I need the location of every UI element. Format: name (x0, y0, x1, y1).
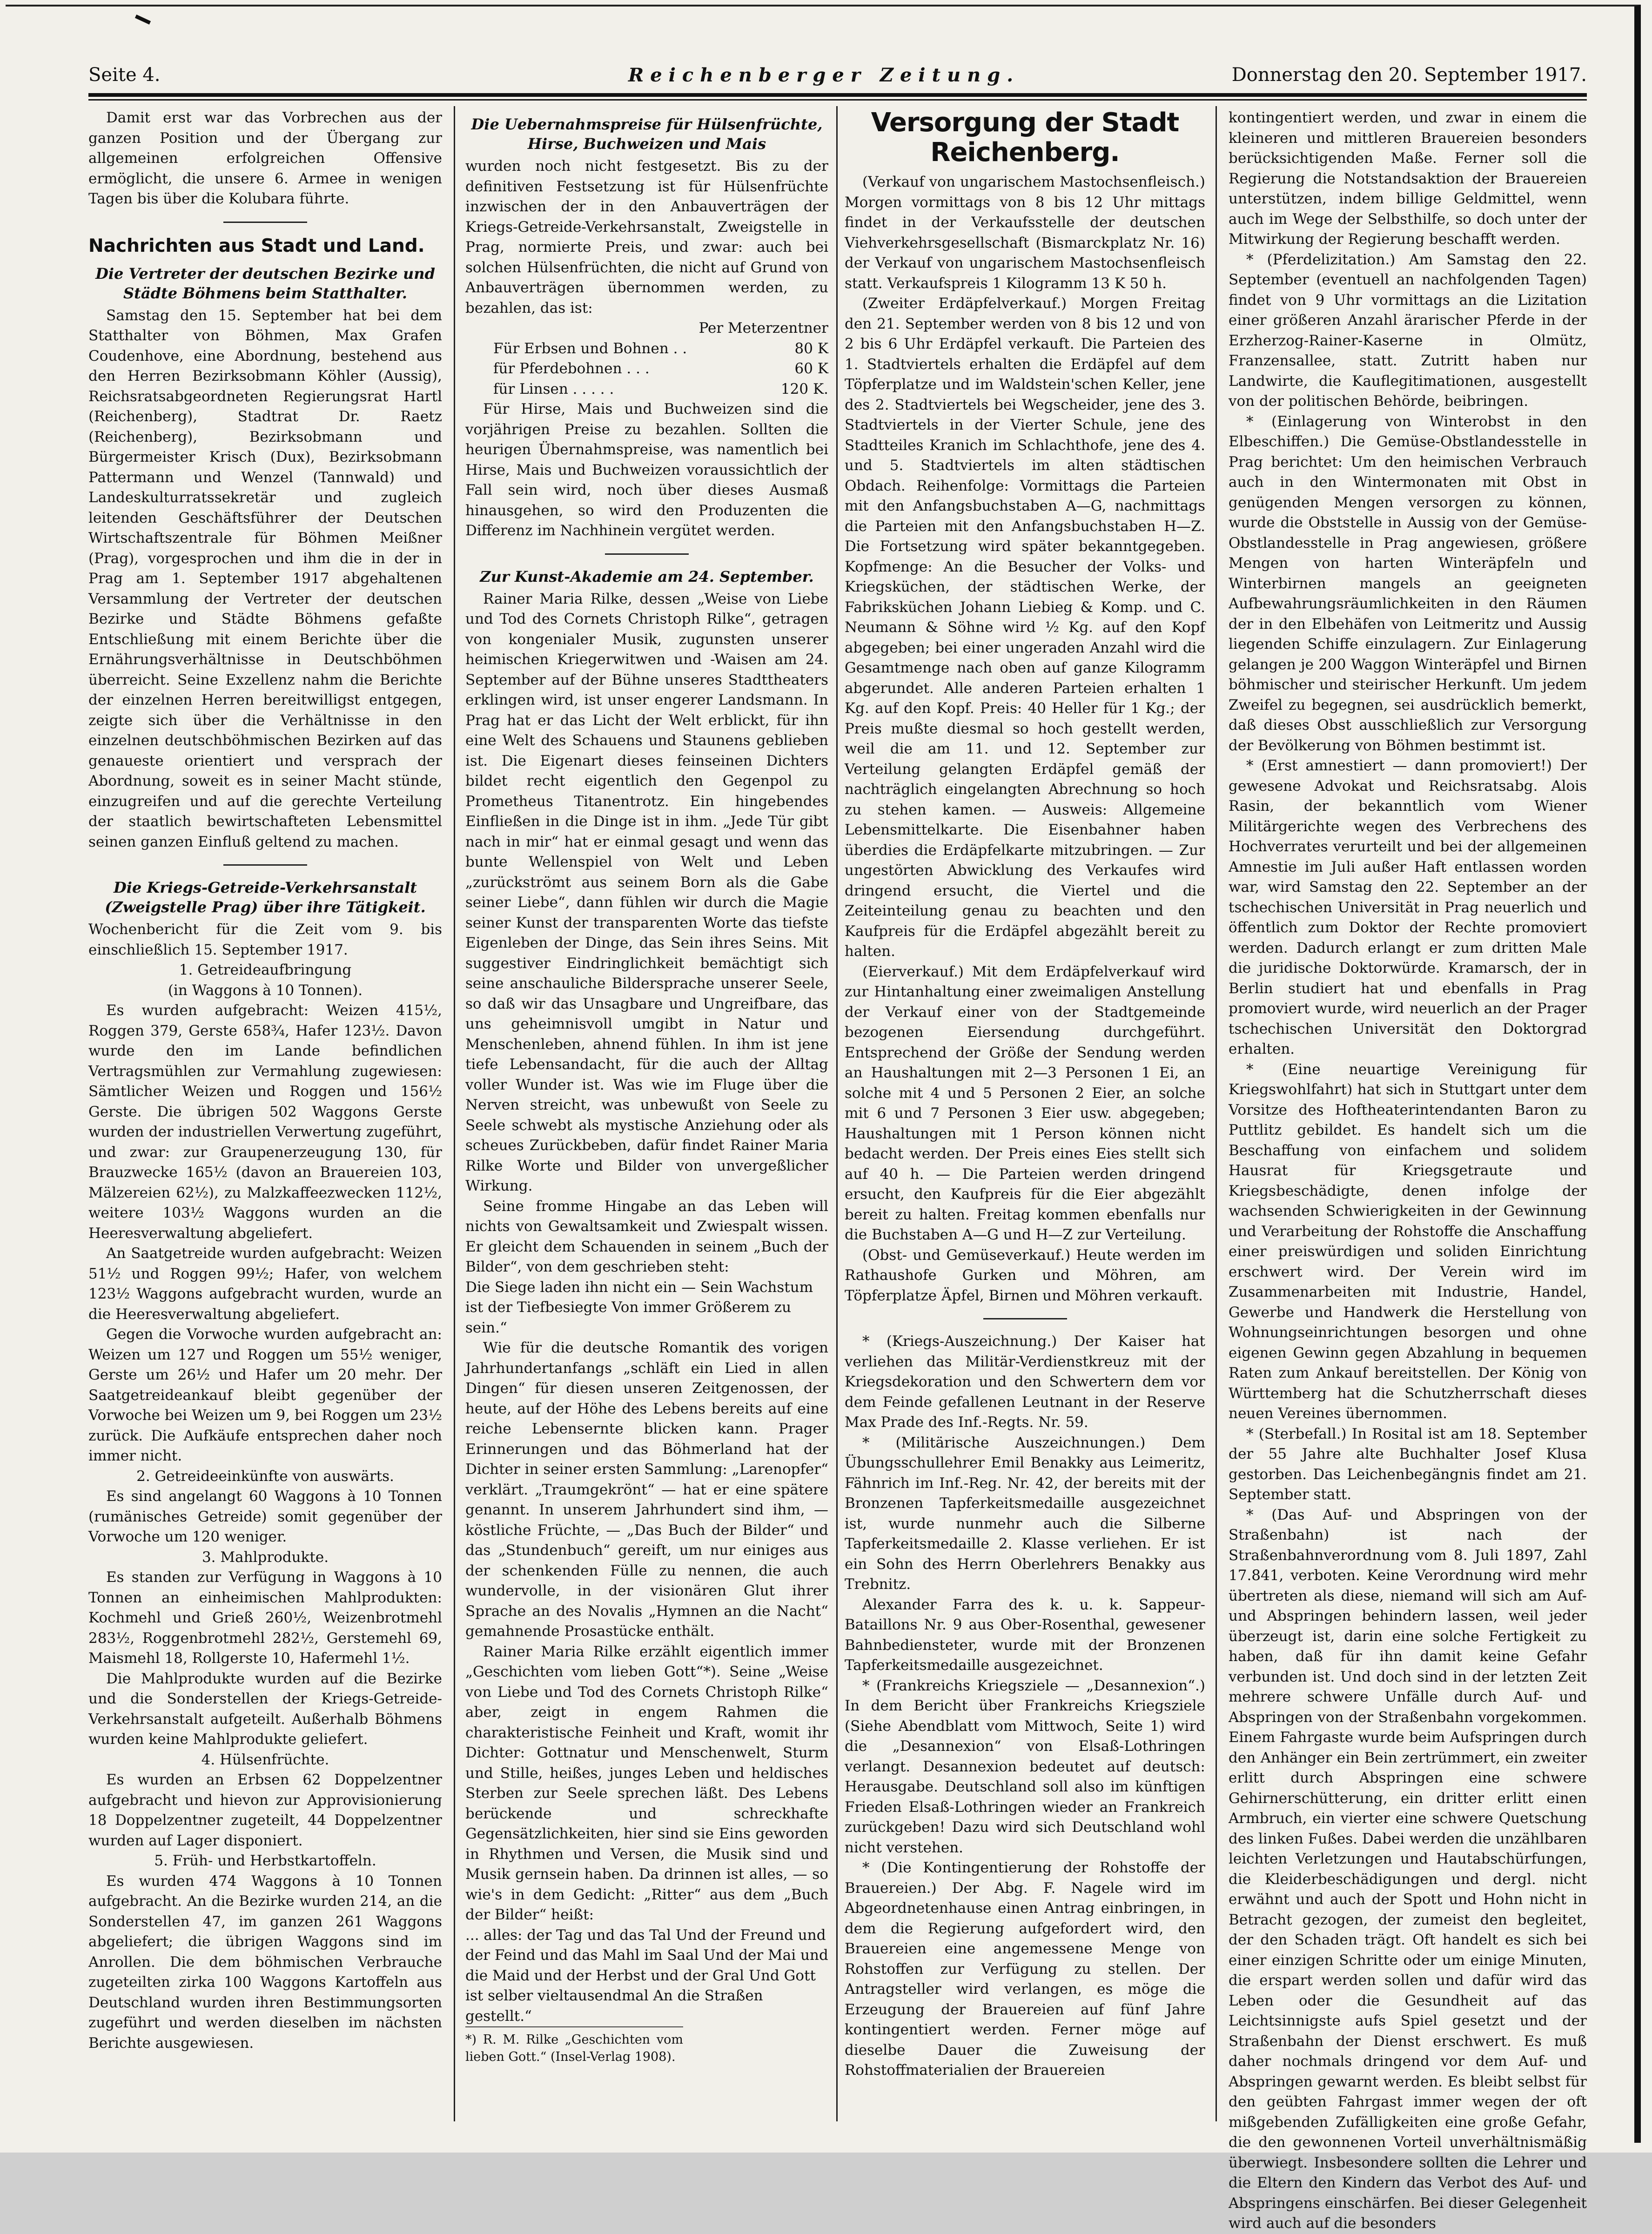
subheading: 1. Getreideaufbringung (179, 962, 352, 978)
price-value: 80 K (794, 340, 828, 357)
paragraph: Samstag den 15. September hat bei dem Statthalter von Böhmen, Max Grafen Coudenhove, eine Abordnung, bestehend aus den Herren Bezirksobmann Köhler (Aussig), Reichsratsabgeordneten Regierungsrat Hartl (Reichenberg), Stadtrat Dr. Raetz (Reichenberg), Bezirksobmann und Bürgermeister Krisch (Dux), Bezirksobmann Pattermann und Wenzel (Tannwald) und Landeskulturratssekretär und zugleich leitenden Geschäftsführer der Deutschen Wirtschaftszentrale für Böhmen Meißner (Prag), vorgesprochen und ihm die in der in Prag am 1. September 1917 abgehaltenen Versammlung der Vertreter der deutschen Bezirke und Städte Böhmens gefaßte Entschließung mit einem Berichte über die Ernährungsverhältnisse in Deutschböhmen überreicht. Seine Exzellenz nahm die Berichte der einzelnen Herren bereitwilligst entgegen, zeigte sich über die Verhältnisse in den einzelnen deutschböhmischen Bezirken auf das genaueste orientiert und versprach der Abordnung, soweit es in seiner Macht stünde, einzugreifen und auf die gerechte Verteilung der staatlich bewirtschafteten Lebensmittel seinen ganzen Einfluß geltend zu machen. (88, 307, 442, 850)
paragraph: Es wurden an Erbsen 62 Doppelzentner aufgebracht und hievon zur Approvisionierung 18 Doppelzentner zugeteilt, 44 Doppelzentner wurden auf Lager disponiert. (88, 1771, 442, 1849)
article-title: Die Vertreter der deutschen Bezirke und Städte Böhmens beim Statthalter. (95, 264, 435, 302)
article-title: Die Uebernahmspreise für Hülsenfrüchte, Hirse, Buchweizen und Mais (471, 115, 823, 153)
price-table-header: Per Meterzentner (698, 320, 828, 336)
price-item: Für Erbsen und Bohnen . . (493, 340, 687, 357)
subheading: 5. Früh- und Herbstkartoffeln. (154, 1852, 376, 1869)
paragraph: Alexander Farra des k. u. k. Sappeur-Bataillons Nr. 9 aus Ober-Rosenthal, gewesener Bahnbediensteter, wurde mit der Bronzenen Tapferkeitsmedaille ausgezeichnet. (845, 1596, 1205, 1674)
paragraph: (Zweiter Erdäpfelverkauf.) Morgen Freitag den 21. September werden von 8 bis 12 und von 2 bis 6 Uhr Erdäpfel verkauft. Die Parteien des 1. Stadtviertels erhalten die Erdäpfel auf dem Töpferplatze und im Waldstein'schen Keller, jene des 2. Stadtviertels bei Wegscheider, jene des 3. Stadtviertels in der Vierter Schule, jene des Stadtteiles Kranich im Schlachthofe, jene des 4. und 5. Stadtviertels im alten städtischen Obdach. Reihenfolge: Vormittags die Parteien mit den Anfangsbuchstaben A—G, nachmittags die Parteien mit den Anfangsbuchstaben H—Z. Die Fortsetzung wird später bekanntgegeben. Kopfmenge: An die Besucher der Volks- und Kriegsküchen, der städtischen Werke, der Fabriksküchen Johann Liebieg & Komp. und C. Neumann & Söhne wird ½ Kg. auf den Kopf abgegeben; bei einer ungeraden Anzahl wird die Gesamtmenge nach oben auf ganze Kilogramm abgerundet. Alle anderen Parteien erhalten 1 Kg. auf den Kopf. Preis: 40 Heller für 1 Kg.; der Preis mußte diesmal so hoch gestellt werden, weil die am 11. und 12. September zur Verteilung gelangten Erdäpfel gemäß der nachträglich eingelangten Abrechnung so hoch zu stehen kamen. — Ausweis: Allgemeine Lebensmittelkarte. Die Eisenbahner haben überdies die Erdäpfelkarte mitzubringen. — Zur ungestörten Abwicklung des Verkaufes wird dringend ersucht, die Viertel und die Zeiteinteilung genau zu beachten und den Kaufpreis für die Erdäpfel abgezählt bereit zu halten. (845, 295, 1205, 960)
table-row (465, 379, 828, 400)
article-title: Zur Kunst-Akademie am 24. September. (480, 567, 814, 585)
column-1 (88, 108, 442, 2119)
table-row (465, 359, 828, 379)
paragraph: An Saatgetreide wurden aufgebracht: Weizen 51½ und Roggen 99½; Hafer, von welchem 123½ Waggons aufgebracht wurden, wurde an die Heeresverwaltung abgeliefert. (88, 1245, 442, 1323)
section-title: Nachrichten aus Stadt und Land. (88, 235, 425, 256)
separator-rule (605, 553, 689, 555)
price-value: 120 K. (780, 380, 828, 397)
price-item: für Linsen . . . . . (493, 380, 614, 397)
paragraph: Gegen die Vorwoche wurden aufgebracht an: Weizen um 127 und Roggen um 55½ weniger, Gerste um 26½ und Hafer um 20 mehr. Der Saatgetreideankauf bleibt gegenüber der Vorwoche bei Weizen um 9, bei Roggen um 23½ zurück. Die Aufkäufe entsprechen daher noch immer nicht. (88, 1326, 442, 1464)
column-divider (836, 106, 838, 2121)
paragraph: Für Hirse, Mais und Buchweizen sind die vorjährigen Preise zu bezahlen. Sollten die heurigen Übernahmspreise, was namentlich bei Hirse, Mais und Buchweizen voraussichtlich der Fall sein wird, noch über dieses Ausmaß hinausgehen, so wird den Produzenten die Differenz im Nachhinein vergütet werden. (465, 401, 828, 539)
verse-quote: Die Siege laden ihn nicht ein — Sein Wachstum ist der Tiefbesiegte Von immer Größerem zu sein.“ (465, 1278, 813, 1336)
paragraph: Rainer Maria Rilke, dessen „Weise von Liebe und Tod des Cornets Christoph Rilke“, getragen von kongenialer Musik, zugunsten unserer heimischen Kriegerwitwen und -Waisen am 24. September auf der Bühne unseres Stadttheaters erklingen wird, ist unser engerer Landsmann. In Prag hat er das Licht der Welt erblickt, für ihn eine Welt des Schauens und Staunens geblieben ist. Die Eigenart dieses feinseinen Dichters bildet recht eigentlich den Gegenpol zu Prometheus Titanentrotz. Ein hingebendes Einfließen in die Dinge ist in ihm. „Jede Tür gibt nach in mir“ hat er einmal gesagt und wenn das bunte Wellenspiel von Welt und Leben „zurückströmt aus seinem Born als die Gabe seiner Liebe“, dann fühlen wir durch die Magie seiner Kunst der transparenten Worte das tiefste Eigenleben der Dinge, das Sein ihres Seins. Mit suggestiver Eindringlichkeit bemächtigt sich seine anschauliche Bildersprache unserer Seele, so daß wir das Unsagbare und Ungreifbare, das uns geheimnisvoll umgibt in Natur und Menschenleben, ahnend fühlen. In ihm ist jene tiefe Lebensandacht, für die auch der Alltag voller Wunder ist. Was wie im Fluge über die Nerven streicht, was unbewußt von Seele zu Seele schwebt als mystische Anziehung oder als scheues Zurückbeben, dafür findet Rainer Maria Rilke Worte und Bilder von unvergeßlicher Wirkung. (465, 590, 828, 1194)
paragraph: Es standen zur Verfügung in Waggons à 10 Tonnen an einheimischen Mahlprodukten: Kochmehl und Grieß 260½, Weizenbrotmehl 283½, Roggenbrotmehl 282½, Gerstemehl 69, Maismehl 18, Rollgerste 10, Hafermehl 1½. (88, 1569, 442, 1667)
paragraph: Es wurden 474 Waggons à 10 Tonnen aufgebracht. An die Bezirke wurden 214, an die Sonderstellen 47, im ganzen 261 Waggons abgeliefert; die übrigen Waggons sind im Anrollen. Die dem böhmischen Verbrauche zugeteilten zirka 100 Waggons Kartoffeln aus Deutschland wurden ihren Bestimmungsorten zugeführt und werden dieselben im nächsten Berichte ausgewiesen. (88, 1872, 442, 2052)
subheading: 4. Hülsenfrüchte. (201, 1751, 329, 1768)
separator-rule (223, 864, 307, 866)
header-rule (88, 93, 1587, 97)
paragraph: Damit erst war das Vorbrechen aus der ganzen Position und der Übergang zur allgemeinen erfolgreichen Offensive ermöglicht, die unsere 6. Armee in wenigen Tagen bis über die Kolubara führte. (88, 109, 442, 207)
subheading: 2. Getreideeinkünfte von auswärts. (136, 1467, 394, 1485)
paragraph: * (Einlagerung von Winterobst in den Elbeschiffen.) Die Gemüse-Obstlandesstelle in Prag berichtet: Um den heimischen Verbrauch auch in den Wintermonaten mit Obst in genügenden Mengen versorgen zu können, wurde die Obststelle in Aussig von der Gemüse-Obstlandesstelle in Prag angewiesen, größere Mengen von harten Winteräpfeln und Winterbirnen mangels an geeigneten Aufbewahrungsräumlichkeiten in den Räumen der in den Elbehäfen von Leitmeritz und Aussig liegenden Schiffe einzulagern. Zur Einlagerung gelangen je 200 Waggon Winteräpfel und Birnen böhmischer und steirischer Herkunft. Um jedem Zweifel zu begegnen, sei ausdrücklich bemerkt, daß dieses Obst ausschließlich zur Versorgung der Bevölkerung von Böhmen bestimmt ist. (1229, 413, 1587, 754)
separator-rule (223, 222, 307, 223)
paragraph: * (Die Kontingentierung der Rohstoffe der Brauereien.) Der Abg. F. Nagele wird im Abgeordnetenhause einen Antrag einbringen, in dem die Regierung aufgefordert wird, den Brauereien eine angemessene Menge von Rohstoffen zur Verfügung zu stellen. Der Antragsteller wird verlangen, es möge die Erzeugung der Brauereien auf fünf Jahre kontingentiert werden. Ferner möge auf dieselbe Dauer die Zuweisung der Rohstoffmaterialien der Brauereien (845, 1859, 1205, 2079)
paragraph: * (Eine neuartige Vereinigung für Kriegswohlfahrt) hat sich in Stuttgart unter dem Vorsitze des Hoftheaterintendanten Baron zu Puttlitz gebildet. Es handelt sich um die Beschaffung von einfachem und solidem Hausrat für Kriegsgetraute und Kriegsbeschädigte, denen infolge der wachsenden Schwierigkeiten in der Gewinnung und Verarbeitung der Rohstoffe die Anschaffung einer preiswürdigen und soliden Einrichtung erschwert wird. Der Verein wird im Zusammenarbeiten mit Industrie, Handel, Gewerbe und Handwerk die Herstellung von Wohnungseinrichtungen besorgen und ohne eigenen Gewinn gegen Abzahlung in bequemen Raten zum Ankauf bereitstellen. Der König von Württemberg hat die Schutzherrschaft dieses neuen Vereines übernommen. (1229, 1061, 1587, 1422)
paragraph: Es wurden aufgebracht: Weizen 415½, Roggen 379, Gerste 658¾, Hafer 123½. Davon wurde den im Lande befindlichen Vertragsmühlen zur Vermahlung zugewiesen: Sämtlicher Weizen und Roggen und 156½ Gerste. Die übrigen 502 Waggons Gerste wurden der industriellen Verwertung zugeführt, und zwar: zur Graupenerzeugung 130, für Brauzwecke 165½ (davon an Brauereien 103, Mälzereien 62½), zu Malzkaffeezwecken 112½, weitere 103½ Waggons wurden an die Heeresverwaltung abgeliefert. (88, 1002, 442, 1242)
paragraph: (Eierverkauf.) Mit dem Erdäpfelverkauf wird zur Hintanhaltung einer zweimaligen Anstellung der Verkauf einer von der Stadtgemeinde bezogenen Eiersendung durchgeführt. Entsprechend der Größe der Sendung werden an Haushaltungen mit 2—3 Personen 1 Ei, an solche mit 4 und 5 Personen 2 Eier, an solche mit 6 und 7 Personen 3 Eier usw. abgegeben; Haushaltungen mit 1 Person können nicht bedacht werden. Der Preis eines Eies stellt sich auf 40 h. — Die Parteien werden dringend ersucht, den Kaufpreis für die Eier abgezählt bereit zu halten. Freitag kommen ebenfalls nur die Buchstaben A—G und H—Z zur Verteilung. (845, 963, 1205, 1243)
column-2 (465, 108, 828, 2119)
subheading: 3. Mahlprodukte. (201, 1548, 329, 1566)
paragraph: Seine fromme Hingabe an das Leben will nichts von Gewaltsamkeit und Zwiespalt wissen. Er gleicht dem Schauenden in seinem „Buch der Bilder“, von dem geschrieben steht: (465, 1198, 828, 1275)
paragraph: * (Das Auf- und Abspringen von der Straßenbahn) ist nach der Straßenbahnverordnung vom 8. Juli 1897, Zahl 17.841, verboten. Keine Verordnung wird mehr übertreten als diese, niemand will sich am Auf- und Abspringen behindern lassen, weil jeder überzeugt ist, darin eine solche Fertigkeit zu haben, daß für ihn damit keine Gefahr verbunden ist. Und doch sind in der letzten Zeit mehrere schwere Unfälle durch Auf- und Abspringen von der Straßenbahn vorgekommen. Einem Fahrgaste wurde beim Aufspringen durch den Anhänger ein Bein zertrümmert, ein zweiter erlitt durch Abspringen eine schwere Gehirnerschütterung, ein dritter erlitt einen Armbruch, ein vierter eine schwere Quetschung des linken Fußes. Dabei werden die unzählbaren leichten Verletzungen und Hautabschürfungen, die Kleiderbeschädigungen und dergl. nicht erwähnt und auch der Spott und Hohn nicht in Betracht gezogen, der zumeist den begleitet, der den Schaden trägt. Oft handelt es sich bei einer einzigen Schritte oder um einige Minuten, die erspart werden sollen und dafür wird das Leben oder die Gesundheit auf das Leichtsinnigste aufs Spiel gesetzt und der Straßenbahn der Dienst erschwert. Es muß daher nochmals dringend vor dem Auf- und Abspringen gewarnt werden. Es bleibt selbst für den geübten Fahrgast immer wegen der oft mißgebenden Zufälligkeiten eine große Gefahr, die den gewonnenen Vorteil unverhältnismäßig überwiegt. Insbesondere sollten die Lehrer und die Eltern den Kindern das Verbot des Auf- und Abspringens einschärfen. Bei dieser Gelegenheit wird auch auf die besonders (1229, 1506, 1587, 2232)
price-value: 60 K (794, 360, 828, 377)
footnote: *) R. M. Rilke „Geschichten vom lieben Gott.“ (Insel-Verlag 1908). (465, 2026, 683, 2066)
column-divider (454, 106, 455, 2121)
paragraph: Wochenbericht für die Zeit vom 9. bis einschließlich 15. September 1917. (88, 921, 442, 958)
paragraph: kontingentiert werden, und zwar in einem die kleineren und mittleren Brauereien besonders berücksichtigenden Maße. Ferner soll die Regierung die Notstandsaktion der Brauereien unterstützen, indem billige Geldmittel, wenn auch im Wege der Selbsthilfe, so doch unter der Mitwirkung der Regierung beschafft werden. (1229, 109, 1587, 248)
paragraph: * (Militärische Auszeichnungen.) Dem Übungsschullehrer Emil Benakky aus Leimeritz, Fähnrich im Inf.-Reg. Nr. 42, der bereits mit der Bronzenen Tapferkeitsmedaille ausgezeichnet ist, wurde nunmehr auch die Silberne Tapferkeitsmedaille 2. Klasse verliehen. Er ist ein Sohn des Herrn Oberlehrers Benakky aus Trebnitz. (845, 1434, 1205, 1593)
paragraph: wurden noch nicht festgesetzt. Bis zu der definitiven Festsetzung ist für Hülsenfrüchte inzwischen der in den Anbauverträgen der Kriegs-Getreide-Verkehrsanstalt, Zweigstelle in Prag, normierte Preis, und zwar: auch bei solchen Hülsenfrüchten, die nicht auf Grund von Anbauverträgen übernommen werden, zu bezahlen, das ist: (465, 158, 828, 316)
paragraph: * (Pferdelizitation.) Am Samstag den 22. September (eventuell an nachfolgenden Tagen) findet von 9 Uhr vormittags an die Lizitation einer größeren Anzahl ärarischer Pferde in der Erzherzog-Rainer-Kaserne in Olmütz, Franzensallee, statt. Zutritt haben nur Landwirte, die Kauflegitimationen, ausgestellt von der politischen Behörde, beibringen. (1229, 251, 1587, 410)
date-line: Donnerstag den 20. September 1917. (1231, 64, 1587, 86)
verse-quote: ... alles: der Tag und das Tal Und der Freund und der Feind und das Mahl im Saal Und der Mai und die Maid und der Herbst und der Gral Und Gott ist selber vieltausendmal An die Straßen gestellt.“ (465, 1926, 828, 2025)
paragraph: * (Erst amnestiert — dann promoviert!) Der gewesene Advokat und Reichsratsabg. Alois Rasin, der bekanntlich vom Wiener Militärgerichte wegen des Verbrechens des Hochverrates verurteilt und bei der allgemeinen Amnestie im Juli außer Haft entlassen worden war, wird Samstag den 22. September an der tschechischen Universität in Prag neuerlich und öffentlich zum Doktor der Rechte promoviert werden. Dadurch erlangt er zum dritten Male die juridische Doktorwürde. Kramarsch, der in Berlin studiert hat und ebenfalls in Prag promoviert wurde, wird neuerlich an der Prager tschechischen Universität den Doktorgrad erhalten. (1229, 757, 1587, 1057)
paragraph: (Verkauf von ungarischem Mastochsenfleisch.) Morgen vormittags von 8 bis 12 Uhr mittags findet in der Verkaufsstelle der deutschen Viehverkehrsgesellschaft (Bismarckplatz Nr. 16) der Verkauf von ungarischem Mastochsenfleisch statt. Verkaufspreis 1 Kilogramm 13 K 50 h. (845, 174, 1205, 292)
paragraph: Die Mahlprodukte wurden auf die Bezirke und die Sonderstellen der Kriegs-Getreide-Verkehrsanstalt aufgeteilt. Außerhalb Böhmens wurden keine Mahlprodukte geliefert. (88, 1670, 442, 1748)
masthead: Reichenberger Zeitung. (628, 64, 1020, 86)
column-4 (1229, 108, 1587, 2232)
article-title: Die Kriegs-Getreide-Verkehrsanstalt (Zweigstelle Prag) über ihre Tätigkeit. (105, 879, 426, 916)
paragraph: (Obst- und Gemüseverkauf.) Heute werden im Rathaushofe Gurken und Möhren, am Töpferplatze Äpfel, Birnen und Möhren verkauft. (845, 1246, 1205, 1304)
table-row (465, 339, 828, 359)
separator-rule (983, 1318, 1067, 1319)
page-number: Seite 4. (88, 64, 161, 86)
column-divider (1215, 106, 1217, 2121)
subheading: (in Waggons à 10 Tonnen). (168, 982, 363, 999)
price-table (465, 318, 828, 399)
paragraph: * (Frankreichs Kriegsziele — „Desannexion“.) In dem Bericht über Frankreichs Kriegsziele (Siehe Abendblatt vom Mittwoch, Seite 1) wird die „Desannexion“ von Elsaß-Lothringen verlangt. Desannexion bedeutet auf deutsch: Herausgabe. Deutschland soll also im künftigen Frieden Elsaß-Lothringen wieder an Frankreich zurückgeben! Dazu wird sich Deutschland wohl nicht verstehen. (845, 1677, 1205, 1856)
paragraph: * (Sterbefall.) In Rosital ist am 18. September der 55 Jahre alte Buchhalter Josef Klusa gestorben. Das Leichenbegängnis findet am 21. September statt. (1229, 1425, 1587, 1503)
paragraph: Rainer Maria Rilke erzählt eigentlich immer „Geschichten vom lieben Gott“*). Seine „Weise von Liebe und Tod des Cornets Christoph Rilke“ aber, zeigt in engem Rahmen die charakteristische Feinheit und Kraft, womit ihr Dichter: Gottnatur und Menschenwelt, Sturm und Stille, heißes, junges Leben und heldisches Sterben zur Seele sprechen läßt. Des Lebens berückende und schreckhafte Gegensätzlichkeiten, hier sind sie Eins geworden in Rhythmen und Versen, die Musik sind und Musik gernsein haben. Da drinnen ist alles, — so wie's in dem Gedicht: „Ritter“ aus dem „Buch der Bilder“ heißt: (465, 1643, 828, 1923)
page-header (88, 64, 1587, 92)
paragraph: Es sind angelangt 60 Waggons à 10 Tonnen (rumänisches Getreide) somit gegenüber der Vorwoche um 120 weniger. (88, 1488, 442, 1545)
column-3 (845, 108, 1205, 2119)
paragraph: Wie für die deutsche Romantik des vorigen Jahrhundertanfangs „schläft ein Lied in allen Dingen“ für diesen unseren Zeitgenossen, der heute, auf der Höhe des Lebens bereits auf eine reiche Lebensernte blicken kann. Prager Erinnerungen und das Böhmerland hat der Dichter in seiner ersten Sammlung: „Larenopfer“ verklärt. „Traumgekrönt“ — hat er eine spätere genannt. In unserem Jahrhundert sind ihm, — köstliche Früchte, — „Das Buch der Bilder“ und das „Stundenbuch“ gereift, um nur einiges aus der schenkenden Fülle zu nennen, die auch wundervolle, in der visionären Glut ihrer Sprache an des Novalis „Hymnen an die Nacht“ gemahnende Prosastücke enthält. (465, 1339, 828, 1640)
paragraph: * (Kriegs-Auszeichnung.) Der Kaiser hat verliehen das Militär-Verdienstkreuz mit der Kriegsdekoration und den Schwertern dem vor dem Feinde gefallenen Leutnant in der Reserve Max Prade des Inf.-Regts. Nr. 59. (845, 1333, 1205, 1431)
header-rule-thin (88, 99, 1587, 101)
section-title: Versorgung der Stadt Reichenberg. (871, 108, 1179, 168)
price-item: für Pferdebohnen . . . (493, 360, 650, 377)
